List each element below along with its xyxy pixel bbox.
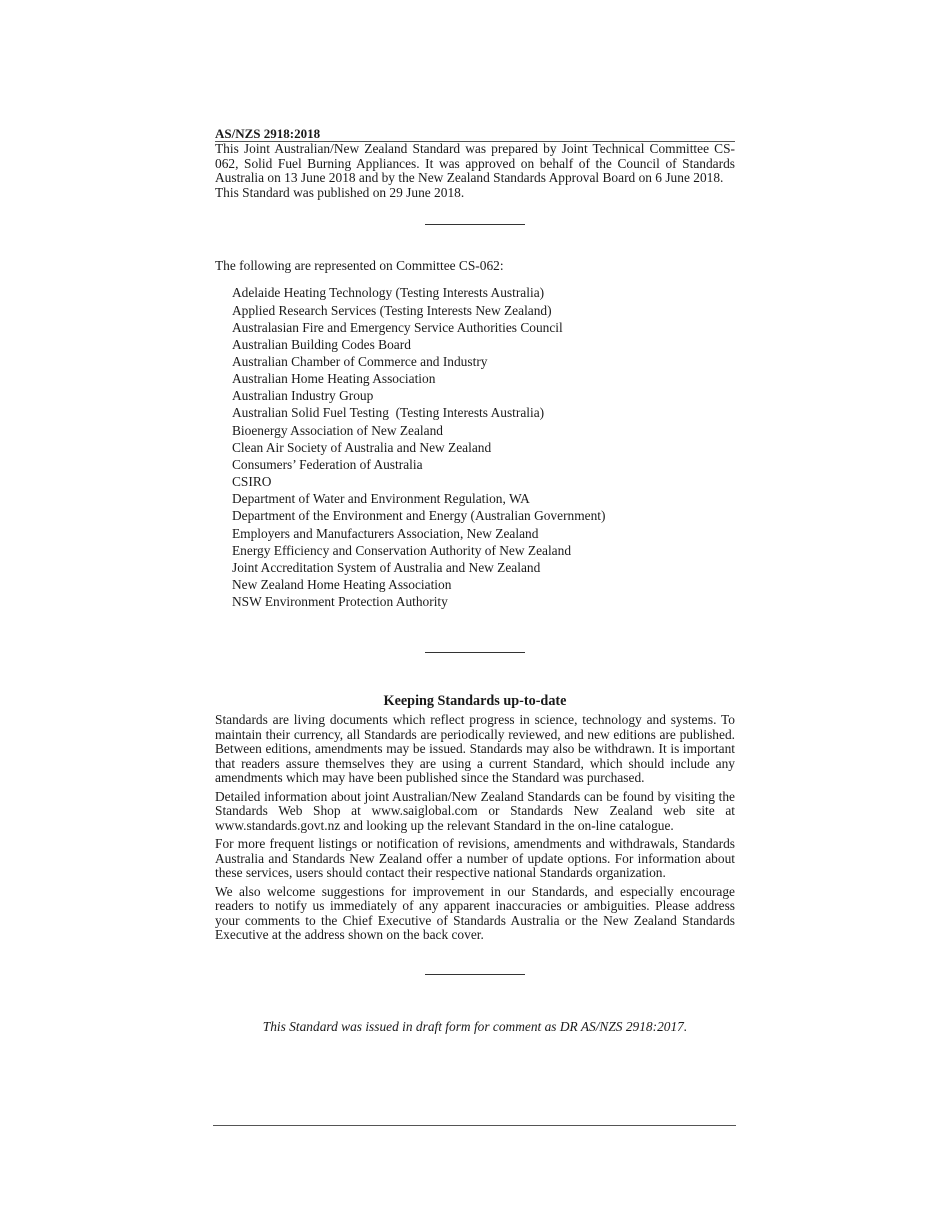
committee-member: Energy Efficiency and Conservation Authority of New Zealand (232, 542, 572, 558)
committee-member: Employers and Manufacturers Association, New Zealand (232, 525, 539, 541)
committee-member: Consumers’ Federation of Australia (232, 456, 423, 472)
committee-member: Department of the Environment and Energy (Australian Government) (232, 508, 606, 524)
committee-member: New Zealand Home Heating Association (232, 577, 452, 593)
committee-member: Bioenergy Association of New Zealand (232, 422, 443, 438)
committee-member: Department of Water and Environment Regulation, WA (232, 491, 530, 507)
publication-date-line: This Standard was published on 29 June 2018. (215, 184, 465, 200)
body-paragraph: Standards are living documents which reflect progress in science, technology and systems. To maintain their currency, all Standards are periodically reviewed, and new editions are published. Between editions, amendments may be issued. Standards may also be withdrawn. It is important that readers assure themselves they are using a current Standard, which should include any amendments which may have been published since the Standard was purchased. (215, 712, 735, 786)
body-paragraph: Detailed information about joint Australian/New Zealand Standards can be found by visiting the Standards Web Shop at www.saiglobal.com or Standards New Zealand web site at www.standards.govt.nz and looking up the relevant Standard in the on-line catalogue. (215, 788, 735, 833)
approval-paragraph: This Joint Australian/New Zealand Standard was prepared by Joint Technical Committee CS-062, Solid Fuel Burning Appliances. It was approved on behalf of the Council of Standards Australia on 13 June 2018 and by the New Zealand Standards Approval Board on 6 June 2018. (215, 141, 735, 186)
section-divider (425, 652, 525, 653)
standard-code: AS/NZS 2918:2018 (215, 126, 735, 142)
committee-member: Australian Chamber of Commerce and Industry (232, 354, 488, 369)
committee-member: Adelaide Heating Technology (Testing Interests Australia) (232, 285, 545, 301)
section-divider (425, 974, 525, 975)
committee-member: Applied Research Services (Testing Interests New Zealand) (232, 302, 552, 318)
keeping-standards-body (215, 713, 735, 943)
committee-member: Australian Solid Fuel Testing (Testing Interests Australia) (232, 405, 545, 421)
section-divider (425, 224, 525, 225)
committee-member-list (215, 284, 735, 610)
draft-note: This Standard was issued in draft form for comment as DR AS/NZS 2918:2017. (262, 1018, 688, 1034)
committee-member: Clean Air Society of Australia and New Zealand (232, 439, 492, 455)
body-paragraph: For more frequent listings or notification of revisions, amendments and withdrawals, Standards Australia and Standards New Zealand offer a number of update options. For information about these services, users should contact their respective national Standards organization. (215, 836, 735, 881)
keeping-standards-heading: Keeping Standards up-to-date (383, 693, 567, 710)
document-page (215, 126, 735, 1034)
bottom-rule (213, 1125, 736, 1126)
committee-member: Australian Building Codes Board (232, 336, 411, 352)
committee-member: Joint Accreditation System of Australia and New Zealand (232, 559, 541, 575)
body-paragraph: We also welcome suggestions for improvement in our Standards, and especially encourage readers to notify us immediately of any apparent inaccuracies or ambiguities. Please address your comments to the Chief Executive of Standards Australia or the New Zealand Standards Executive at the address shown on the back cover. (215, 883, 735, 943)
committee-member: Australasian Fire and Emergency Service Authorities Council (232, 319, 563, 335)
committee-intro: The following are represented on Committee CS-062: (215, 258, 504, 274)
committee-member: Australian Industry Group (232, 388, 374, 404)
committee-member: NSW Environment Protection Authority (232, 594, 448, 610)
committee-member: CSIRO (232, 474, 272, 490)
committee-member: Australian Home Heating Association (232, 371, 436, 387)
